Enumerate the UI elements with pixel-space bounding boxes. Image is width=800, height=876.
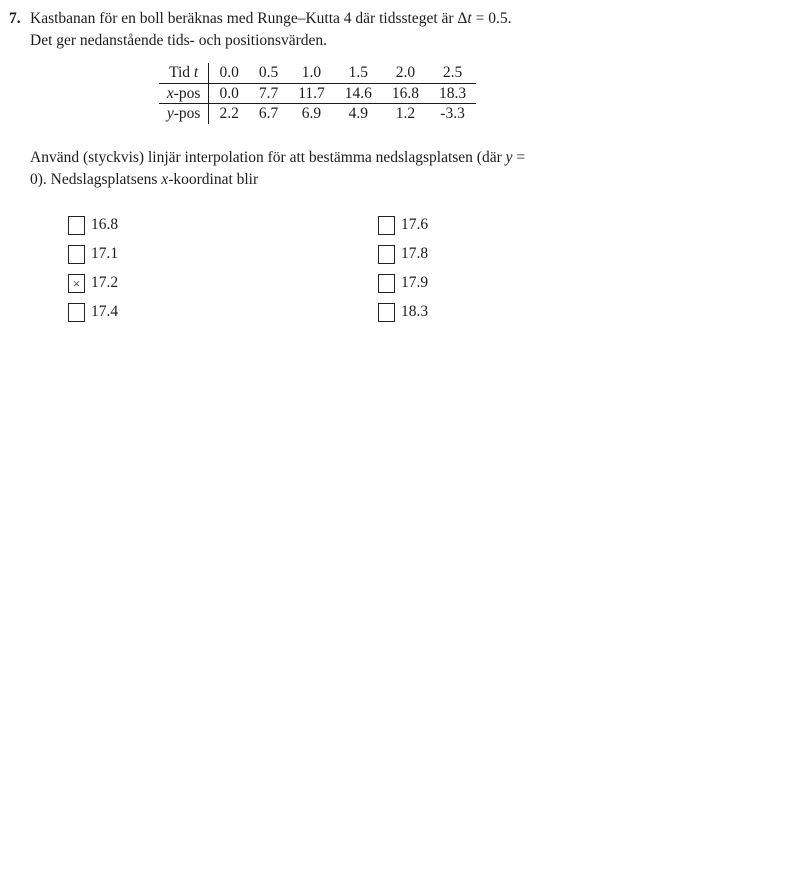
- answer-option-17-6: [378, 211, 428, 240]
- checkbox-17-8[interactable]: [378, 245, 395, 264]
- table-cell: 0.5: [249, 63, 288, 83]
- checkbox-mark: ×: [72, 275, 81, 291]
- table-cell: 0.0: [209, 63, 249, 83]
- prompt-line-2: [30, 169, 605, 191]
- table-cell: 11.7: [288, 83, 335, 104]
- answer-option-17-1: [68, 240, 378, 269]
- answer-options-left-column: [68, 211, 378, 327]
- math-var-x: x: [166, 84, 174, 102]
- table-row-ypos: [159, 104, 476, 124]
- answer-option-18-3: [378, 298, 428, 327]
- answer-option-label: 17.9: [401, 274, 429, 291]
- question-intro-text: [30, 8, 605, 52]
- table-cell: 7.7: [249, 83, 288, 104]
- row-header-tid: [159, 63, 209, 83]
- intro-line-2: Det ger nedanstående tids- och positionsvärden.: [30, 32, 327, 49]
- checkbox-17-6[interactable]: [378, 216, 395, 235]
- row-header-ypos: [159, 104, 209, 124]
- answer-option-17-9: [378, 269, 428, 298]
- table-cell: 0.0: [209, 83, 249, 104]
- answer-option-17-2: [68, 269, 378, 298]
- prompt-text-part: 0). Nedslagsplatsens: [30, 170, 162, 188]
- row-header-part: Tid: [169, 64, 194, 81]
- answer-options: [68, 211, 605, 327]
- table-row-tid: [159, 63, 476, 83]
- answer-option-label: 18.3: [401, 303, 429, 320]
- prompt-line-1: [30, 147, 605, 169]
- answer-option-17-8: [378, 240, 428, 269]
- answer-option-label: 16.8: [91, 216, 119, 233]
- table-cell: -3.3: [440, 105, 465, 122]
- row-header-xpos: [159, 83, 209, 104]
- math-var-y: y: [166, 105, 174, 122]
- answer-option-label: 17.1: [91, 245, 119, 262]
- table-cell: 1.5: [335, 63, 382, 83]
- checkbox-16-8[interactable]: [68, 216, 85, 235]
- prompt-text-part: -koordinat blir: [168, 170, 259, 188]
- checkbox-17-9[interactable]: [378, 274, 395, 293]
- table-cell: 18.3: [429, 83, 476, 104]
- table-cell: 2.2: [219, 105, 239, 122]
- question-number: 7.: [9, 10, 21, 27]
- table-cell: 2.0: [382, 63, 429, 83]
- intro-text-part: Kastbanan för en boll beräknas med Runge–Kutta 4 där tidssteget är Δ: [30, 10, 468, 27]
- values-table: [159, 63, 476, 124]
- checkbox-18-3[interactable]: [378, 303, 395, 322]
- table-cell: 14.6: [335, 83, 382, 104]
- table-cell: 6.7: [258, 105, 279, 122]
- intro-text-part: = 0.5.: [471, 10, 512, 27]
- intro-line-1: [30, 8, 605, 30]
- answer-option-label: 17.4: [91, 303, 119, 320]
- answer-option-label: 17.2: [91, 274, 119, 291]
- answer-option-17-4: [68, 298, 378, 327]
- table-row-xpos: [159, 83, 476, 104]
- table-cell: 1.2: [395, 105, 416, 122]
- table-cell: 16.8: [382, 83, 429, 104]
- checkbox-17-4[interactable]: [68, 303, 85, 322]
- row-header-part: -pos: [173, 105, 201, 122]
- answer-option-label: 17.8: [401, 245, 429, 262]
- table-cell: 1.0: [288, 63, 335, 83]
- table-cell: 4.9: [348, 105, 369, 122]
- math-var-y: y: [505, 148, 513, 166]
- question-block: [0, 0, 605, 327]
- table-cell: 2.5: [429, 63, 476, 83]
- prompt-text-part: Använd (styckvis) linjär interpolation för att bestämma nedslagsplatsen (där: [30, 148, 506, 166]
- answer-option-16-8: [68, 211, 378, 240]
- math-var-x: x: [161, 170, 169, 188]
- answer-options-right-column: [378, 211, 428, 327]
- prompt-text: [30, 147, 605, 191]
- answer-option-label: 17.6: [401, 216, 429, 233]
- checkbox-17-1[interactable]: [68, 245, 85, 264]
- checkbox-17-2-checked[interactable]: [68, 274, 85, 293]
- math-var-t: t: [467, 10, 472, 27]
- prompt-text-part: =: [512, 148, 526, 166]
- table-cell: 6.9: [301, 105, 322, 122]
- row-header-part: -pos: [173, 84, 201, 102]
- math-var-t: t: [193, 64, 199, 81]
